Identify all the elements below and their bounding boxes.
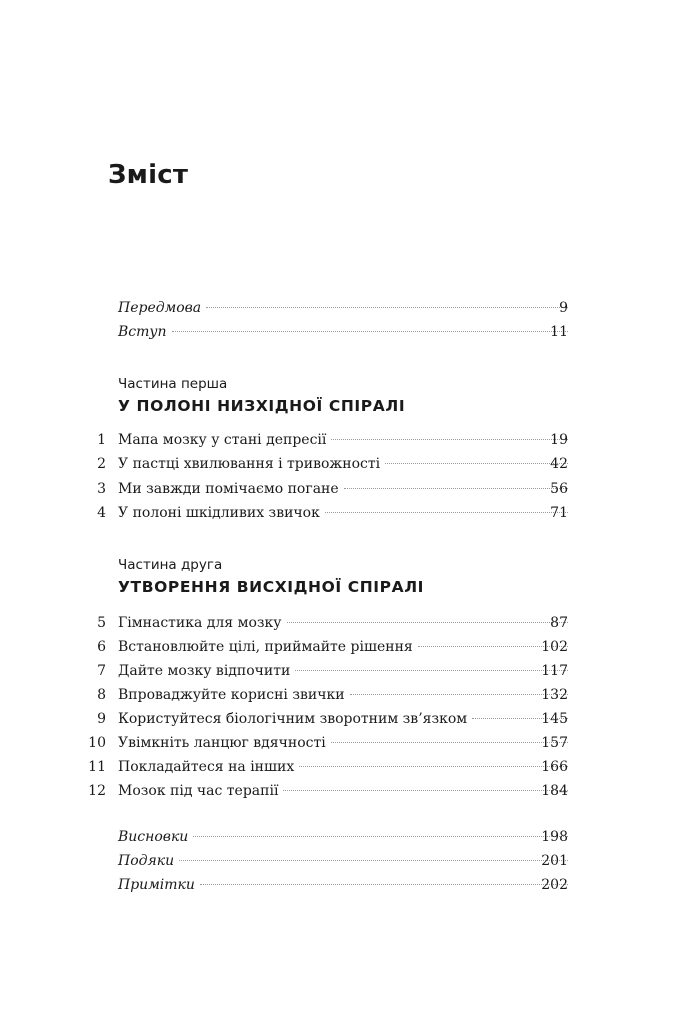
toc-chapter-4[interactable] [0, 501, 682, 525]
toc-entry-title: Висновки [118, 829, 189, 845]
toc-chapter-11[interactable] [0, 755, 682, 779]
toc-entry-title: Покладайтеся на інших [118, 759, 295, 775]
toc-page-number: 56 [550, 481, 568, 497]
toc-chapter-12[interactable] [0, 779, 682, 803]
chapter-number: 11 [88, 759, 106, 775]
chapter-number: 10 [88, 735, 106, 751]
toc-chapter-3[interactable] [0, 477, 682, 501]
toc-page-number: 71 [550, 505, 568, 521]
chapter-number: 3 [97, 481, 106, 497]
toc-page-number: 166 [541, 759, 568, 775]
toc-entry-title: Увімкніть ланцюг вдячності [118, 735, 326, 751]
toc-chapter-10[interactable] [0, 731, 682, 755]
toc-entry-title: Користуйтеся біологічним зворотним зв’язком [118, 711, 468, 727]
toc-chapter-9[interactable] [0, 707, 682, 731]
toc-entry-title: Вступ [118, 324, 167, 340]
toc-entry-title: Подяки [118, 853, 175, 869]
toc-page-number: 9 [559, 300, 568, 316]
toc-entry-title: Мозок під час терапії [118, 783, 279, 799]
toc-entry-title: Дайте мозку відпочити [118, 663, 291, 679]
toc-chapter-2[interactable] [0, 452, 682, 476]
toc-chapter-8[interactable] [0, 683, 682, 707]
toc-entry-acknowledgements[interactable] [0, 849, 682, 873]
toc-page-number: 132 [541, 687, 568, 703]
toc-chapter-6[interactable] [0, 635, 682, 659]
toc-page-number: 198 [541, 829, 568, 845]
toc-entry-notes[interactable] [0, 873, 682, 897]
toc-entry-title: Примітки [118, 877, 195, 893]
chapter-number: 5 [97, 615, 106, 631]
toc-entry-title: Передмова [118, 300, 202, 316]
chapter-number: 12 [88, 783, 106, 799]
toc-page-number: 157 [541, 735, 568, 751]
part-two-title: УТВОРЕННЯ ВИСХІДНОЇ СПІРАЛІ [118, 578, 425, 596]
chapter-number: 9 [97, 711, 106, 727]
toc-page-number: 42 [550, 456, 568, 472]
toc-entry-title: Впроваджуйте корисні звички [118, 687, 345, 703]
toc-entry-title: Встановлюйте цілі, приймайте рішення [118, 639, 413, 655]
toc-entry-title: Мапа мозку у стані депресії [118, 432, 327, 448]
part-one-title: У ПОЛОНІ НИЗХІДНОЇ СПІРАЛІ [118, 397, 406, 415]
toc-entry-title: Ми завжди помічаємо погане [118, 481, 339, 497]
chapter-number: 8 [97, 687, 106, 703]
toc-page-number: 117 [541, 663, 568, 679]
toc-page-number: 11 [550, 324, 568, 340]
toc-entry-conclusions[interactable] [0, 825, 682, 849]
toc-page-number: 201 [541, 853, 568, 869]
chapter-number: 1 [97, 432, 106, 448]
chapter-number: 4 [97, 505, 106, 521]
part-two-label: Частина друга [118, 557, 223, 573]
part-one-label: Частина перша [118, 376, 228, 392]
toc-page-number: 184 [541, 783, 568, 799]
toc-page-number: 145 [541, 711, 568, 727]
chapter-number: 6 [97, 639, 106, 655]
toc-chapter-7[interactable] [0, 659, 682, 683]
toc-page-number: 19 [550, 432, 568, 448]
page-title: Зміст [108, 160, 189, 190]
toc-entry-title: Гімнастика для мозку [118, 615, 282, 631]
toc-page-number: 202 [541, 877, 568, 893]
chapter-number: 2 [97, 456, 106, 472]
chapter-number: 7 [97, 663, 106, 679]
toc-page-number: 87 [550, 615, 568, 631]
toc-entry-title: У полоні шкідливих звичок [118, 505, 320, 521]
toc-chapter-5[interactable] [0, 611, 682, 635]
toc-entry-introduction[interactable] [0, 320, 682, 344]
toc-chapter-1[interactable] [0, 428, 682, 452]
toc-entry-title: У пастці хвилювання і тривожності [118, 456, 381, 472]
toc-entry-preface[interactable] [0, 296, 682, 320]
toc-page-number: 102 [541, 639, 568, 655]
